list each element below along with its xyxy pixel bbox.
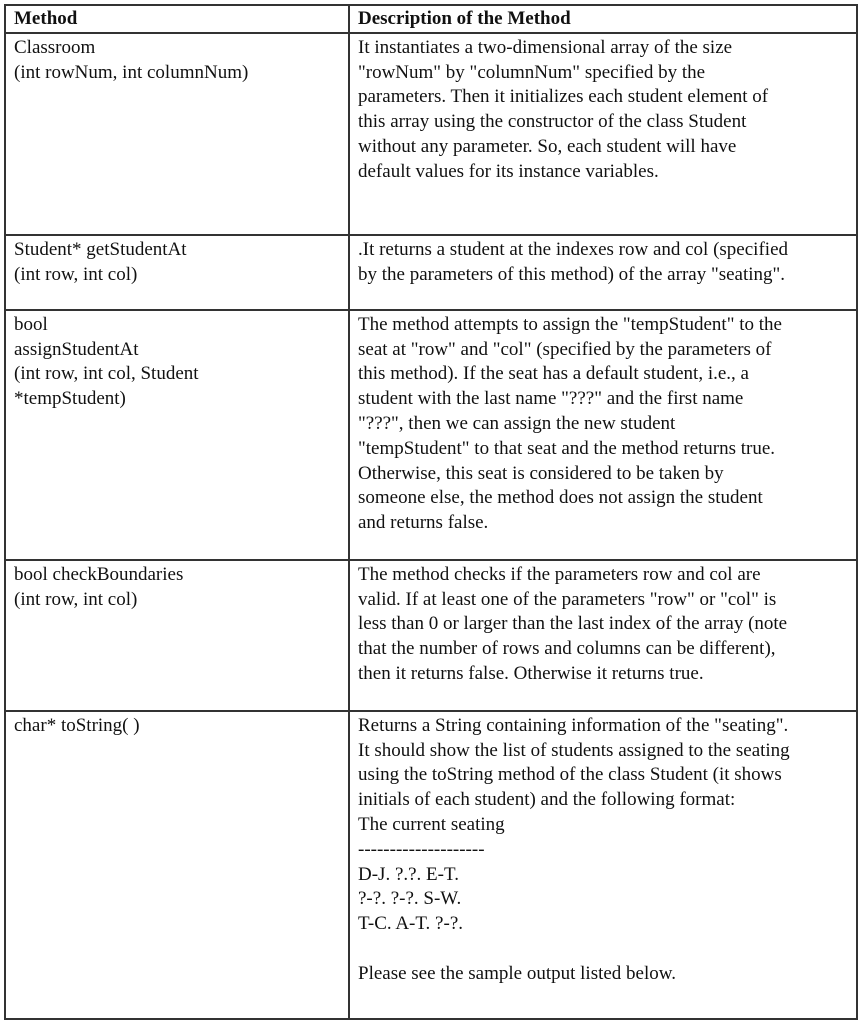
description-line: default values for its instance variables. (358, 160, 659, 182)
table-row (5, 560, 857, 711)
method-line: (int row, int col) (14, 588, 138, 610)
description-cell (349, 310, 857, 560)
description-line (358, 937, 848, 962)
description-line: T-C. A-T. ?-?. (358, 913, 464, 935)
description-cell (349, 711, 857, 1019)
description-line: Please see the sample output listed below. (358, 962, 676, 984)
table-row (5, 235, 857, 310)
table-row (5, 33, 857, 235)
description-line: using the toString method of the class Student (it shows (358, 764, 782, 786)
method-line: (int row, int col, Student (14, 363, 199, 385)
method-cell (5, 310, 349, 560)
description-line: It instantiates a two-dimensional array of the size (358, 36, 733, 58)
method-line: assignStudentAt (14, 338, 139, 360)
method-cell (5, 235, 349, 310)
method-line: *tempStudent) (14, 388, 126, 410)
description-line: parameters. Then it initializes each student element of (358, 86, 769, 108)
description-line: "tempStudent" to that seat and the method returns true. (358, 437, 776, 459)
methods-table (4, 4, 858, 1020)
description-line: D-J. ?.?. E-T. (358, 863, 459, 885)
description-line: ?-?. ?-?. S-W. (358, 888, 462, 910)
method-cell (5, 560, 349, 711)
description-line: this method). If the seat has a default student, i.e., a (358, 363, 749, 385)
description-line: someone else, the method does not assign the student (358, 487, 763, 509)
description-line: Returns a String containing information of the "seating". (358, 714, 789, 736)
description-line: The current seating (358, 813, 505, 835)
description-line: "rowNum" by "columnNum" specified by the (358, 61, 706, 83)
description-line: that the number of rows and columns can be different), (358, 638, 776, 660)
description-line: The method checks if the parameters row and col are (358, 563, 761, 585)
description-cell (349, 33, 857, 235)
description-cell (349, 560, 857, 711)
description-line: It should show the list of students assigned to the seating (358, 739, 790, 761)
table-row (5, 711, 857, 1019)
description-line: by the parameters of this method) of the array "seating". (358, 263, 786, 285)
method-line: Student* getStudentAt (14, 238, 187, 260)
method-line: bool (14, 313, 48, 335)
description-line: this array using the constructor of the class Student (358, 111, 747, 133)
description-line: seat at "row" and "col" (specified by the parameters of (358, 338, 772, 360)
description-line: without any parameter. So, each student will have (358, 135, 737, 157)
description-line: -------------------- (358, 838, 485, 860)
description-header: Description of the Method (349, 5, 857, 33)
description-line: .It returns a student at the indexes row and col (specified (358, 238, 788, 260)
description-cell (349, 235, 857, 310)
method-line: char* toString( ) (14, 714, 140, 736)
method-line: (int rowNum, int columnNum) (14, 61, 249, 83)
description-line: valid. If at least one of the parameters "row" or "col" is (358, 588, 777, 610)
description-line: then it returns false. Otherwise it returns true. (358, 662, 704, 684)
description-line: less than 0 or larger than the last index of the array (note (358, 613, 788, 635)
description-line: student with the last name "???" and the first name (358, 388, 744, 410)
description-line: "???", then we can assign the new student (358, 412, 676, 434)
table-row (5, 310, 857, 560)
method-line: bool checkBoundaries (14, 563, 184, 585)
description-line: The method attempts to assign the "tempStudent" to the (358, 313, 782, 335)
method-line: (int row, int col) (14, 263, 138, 285)
method-cell (5, 711, 349, 1019)
description-line: and returns false. (358, 512, 489, 534)
method-cell (5, 33, 349, 235)
method-header: Method (5, 5, 349, 33)
method-line: Classroom (14, 36, 96, 58)
header-row (5, 5, 857, 33)
description-line: Otherwise, this seat is considered to be taken by (358, 462, 724, 484)
description-line: initials of each student) and the following format: (358, 789, 736, 811)
